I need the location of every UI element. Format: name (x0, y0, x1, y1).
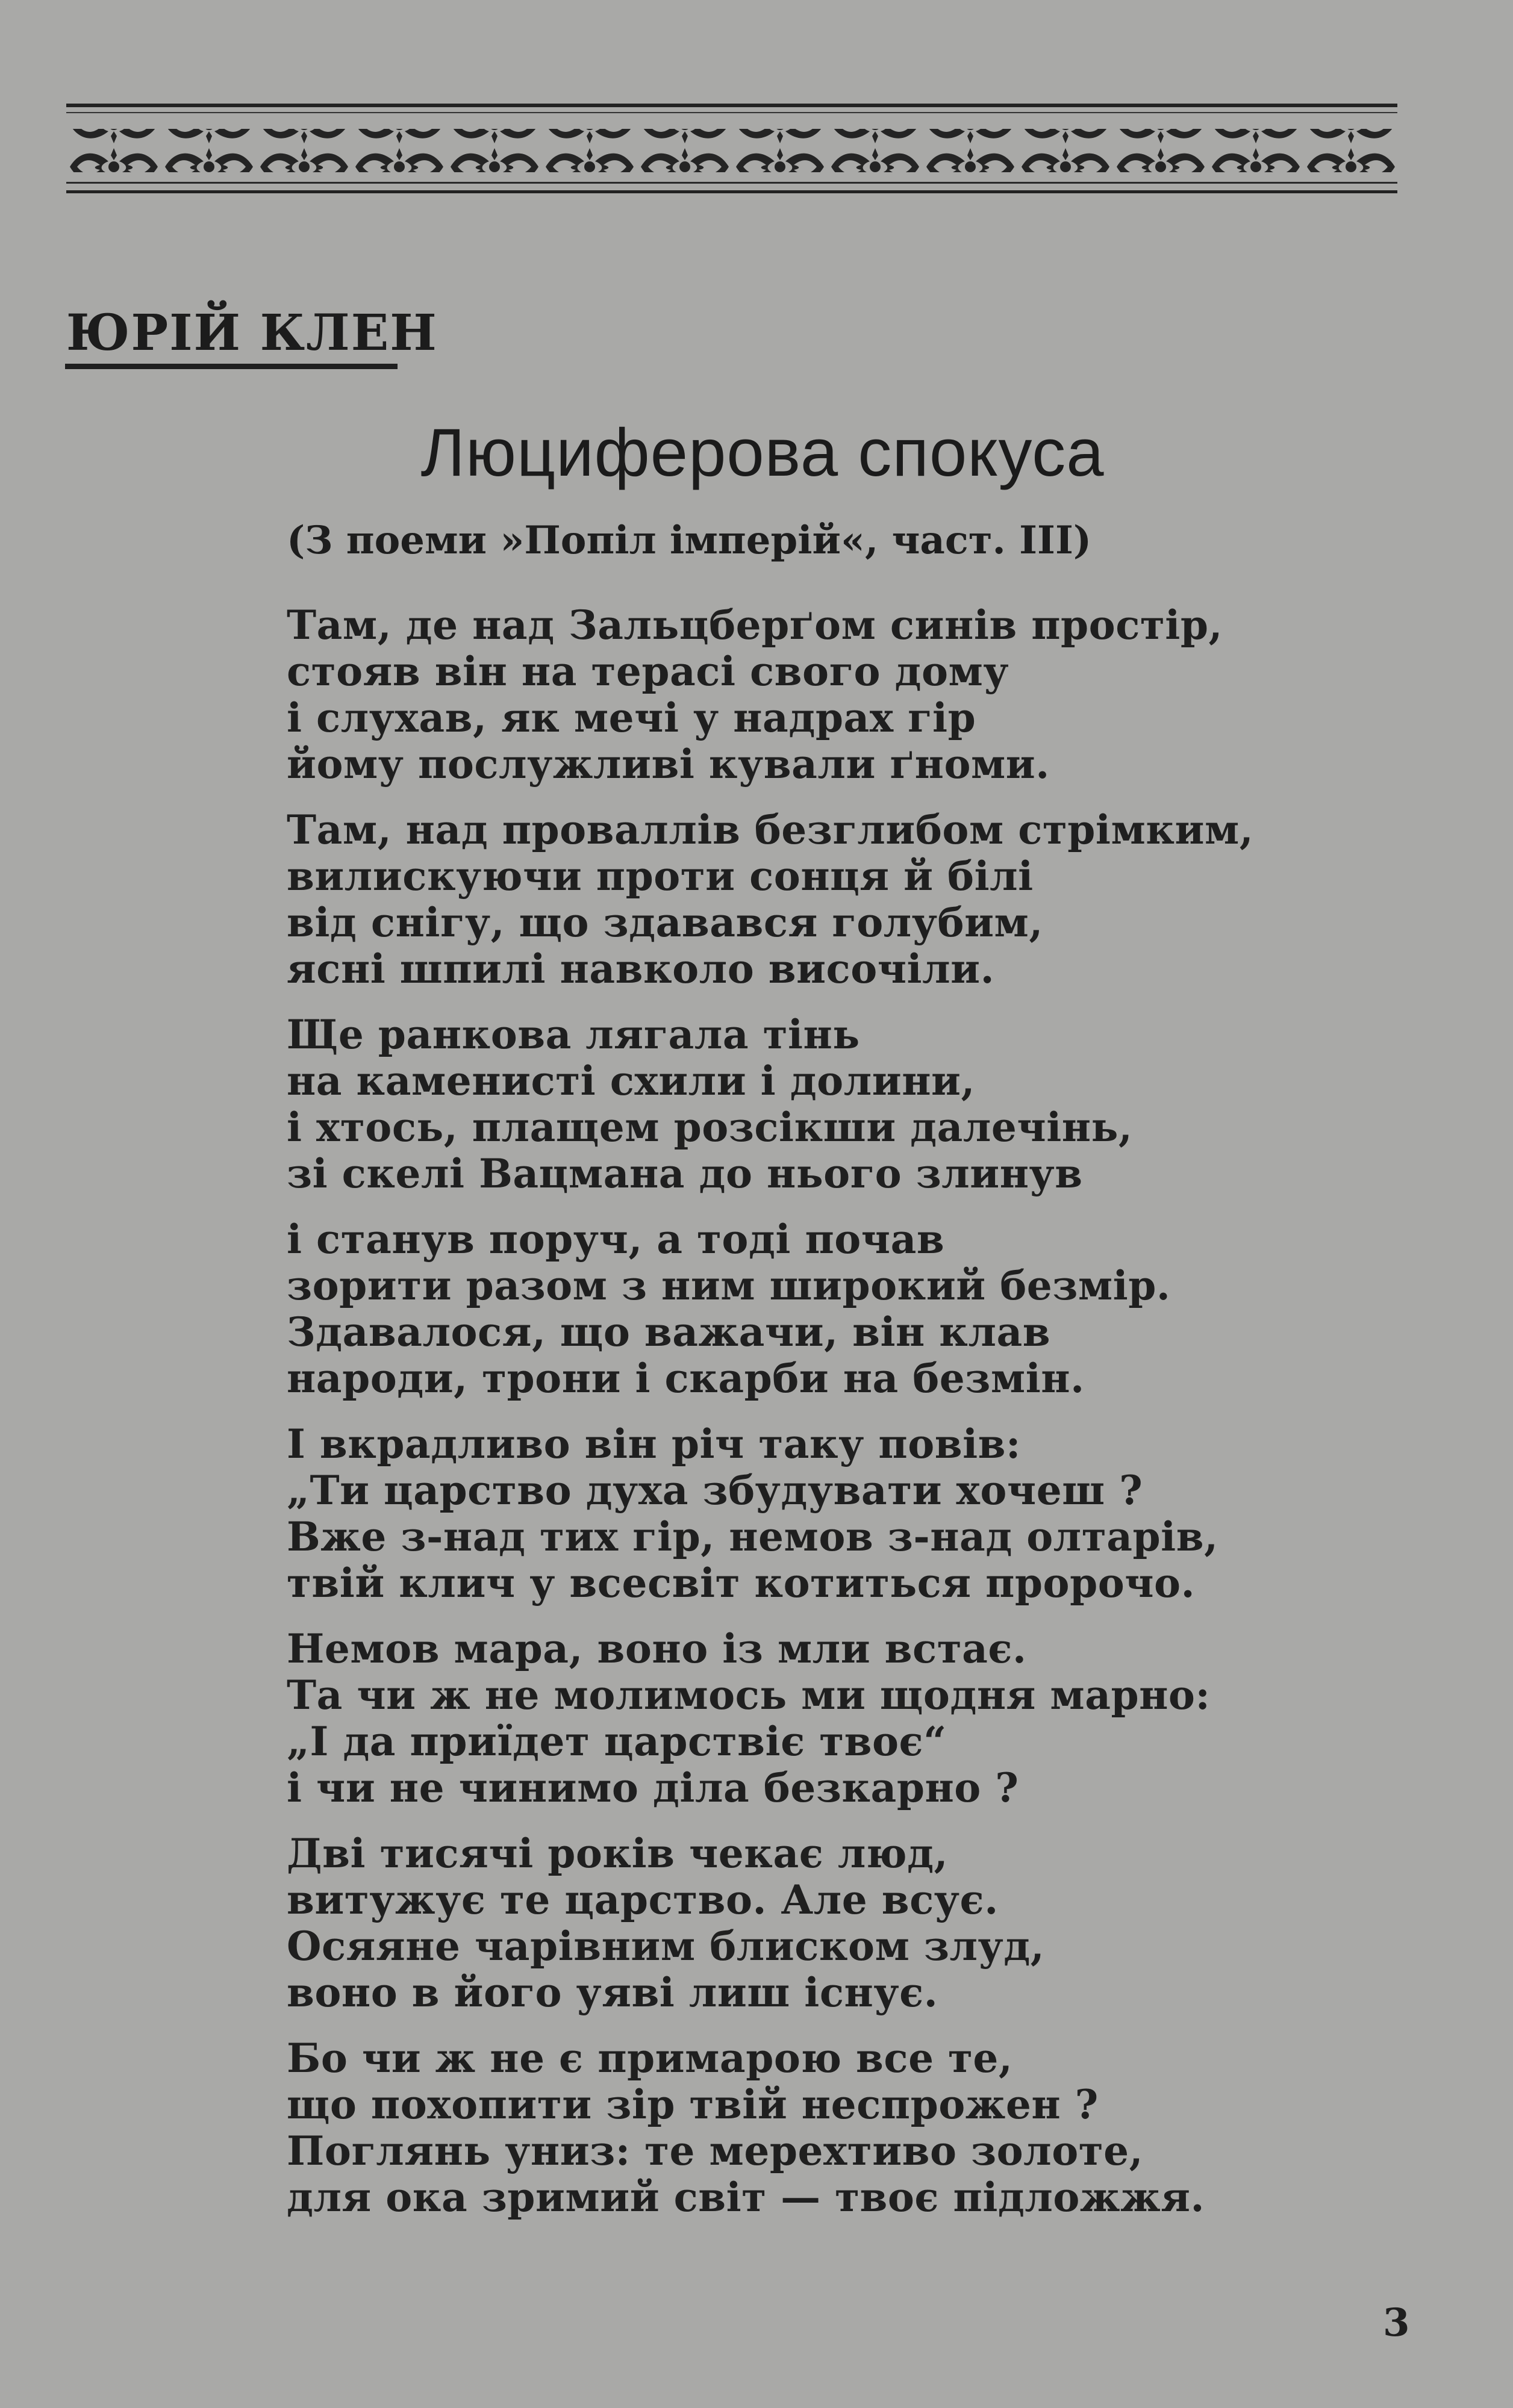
verse-line: „Ти царство духа збудувати хочеш ? (287, 1467, 1143, 1514)
verse-line: і станув поруч, а тоді почав (287, 1216, 945, 1263)
verse-line: стояв він на терасі свого дому (287, 648, 1009, 695)
ornament-band (66, 104, 1397, 195)
verse-line: народи, трони і скарби на безмін. (287, 1355, 1085, 1402)
author-name: ЮРІЙ КЛЕН (66, 304, 438, 362)
stanza (287, 2035, 1371, 2221)
stanza (287, 602, 1371, 788)
verse-line: що похопити зір твій неспрожен ? (287, 2081, 1099, 2128)
verse-line: і хтось, плащем розсікши далечінь, (287, 1104, 1133, 1151)
verse-line: твій клич у всесвіт котиться пророчо. (287, 1560, 1196, 1607)
stanza (287, 1216, 1371, 1402)
verse-line: Здавалося, що важачи, він клав (287, 1308, 1051, 1355)
verse-line: зорити разом з ним широкий безмір. (287, 1262, 1171, 1309)
stanza (287, 1626, 1371, 1811)
verse-line: від снігу, що здавався голубим, (287, 899, 1043, 946)
verse-line: Поглянь униз: те мерехтиво золоте, (287, 2127, 1144, 2174)
verse-line: Вже з-над тих гір, немов з-над олтарів, (287, 1513, 1218, 1560)
verse-line: і чи не чинимо діла безкарно ? (287, 1764, 1019, 1811)
poem-subtitle: (З поеми »Попіл імперій«, част. III) (287, 518, 1092, 563)
stanza (287, 1421, 1371, 1607)
verse-line: для ока зримий світ — твоє підложжя. (287, 2174, 1205, 2221)
verse-line: вилискуючи проти сонця й білі (287, 853, 1034, 900)
author-underline (65, 364, 398, 369)
verse-line: „І да приїдет царствіє твоє“ (287, 1718, 947, 1765)
stanza (287, 807, 1371, 992)
verse-line: Дві тисячі років чекає люд, (287, 1830, 949, 1877)
verse-line: Осяяне чарівним блиском злуд, (287, 1923, 1045, 1970)
stanza (287, 1831, 1371, 2016)
verse-line: Ще ранкова лягала тінь (287, 1011, 860, 1058)
poem-body (287, 602, 1371, 2240)
verse-line: на каменисті схили і долини, (287, 1057, 975, 1104)
verse-line: воно в його уяві лиш існує. (287, 1969, 938, 2016)
poem-title: Люциферова спокуса (420, 415, 1105, 490)
verse-line: йому послужливі кували ґноми. (287, 741, 1050, 788)
verse-line: Бо чи ж не є примарою все те, (287, 2035, 1013, 2082)
verse-line: ясні шпилі навколо височіли. (287, 945, 995, 992)
page-number: 3 (1383, 2300, 1410, 2345)
verse-line: Там, над проваллів безглибом стрімким, (287, 806, 1254, 853)
verse-line: Там, де над Зальцберґом синів простір, (287, 602, 1223, 649)
verse-line: Та чи ж не молимось ми щодня марно: (287, 1672, 1211, 1719)
verse-line: Немов мара, воно із мли встає. (287, 1625, 1027, 1672)
stanza (287, 1012, 1371, 1197)
verse-line: зі скелі Вацмана до нього злинув (287, 1150, 1083, 1197)
verse-line: витужує те царство. Але всує. (287, 1876, 999, 1923)
verse-line: І вкрадливо він річ таку повів: (287, 1420, 1021, 1467)
verse-line: і слухав, як мечі у надрах гір (287, 694, 976, 741)
